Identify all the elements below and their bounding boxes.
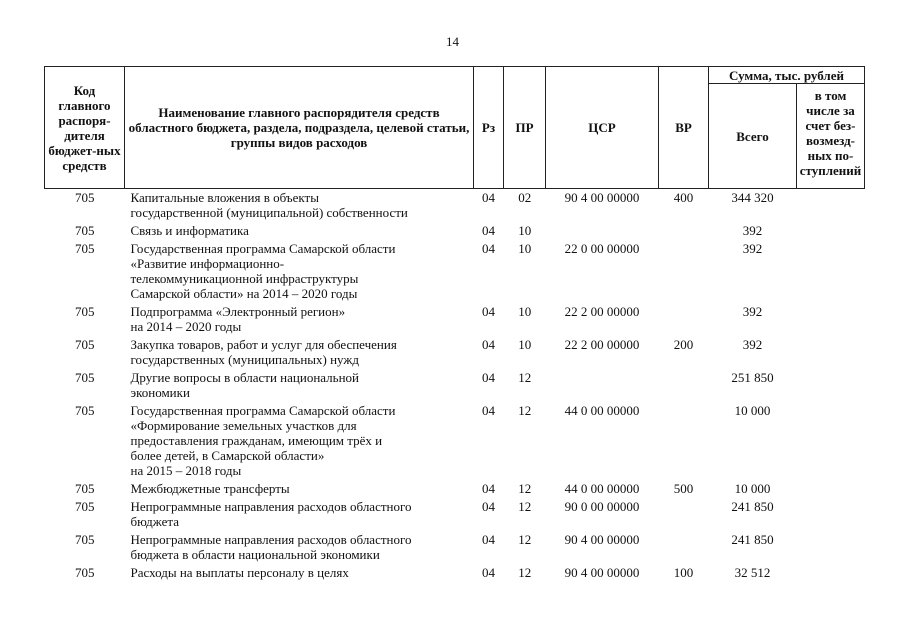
cell-rz: 04 [482, 370, 495, 385]
cell-csr: 90 4 00 00000 [564, 190, 640, 205]
table-row [45, 564, 865, 582]
cell-total: 392 [742, 223, 763, 238]
cell-free [797, 498, 865, 531]
cell-free [797, 189, 865, 223]
cell-code: 705 [75, 532, 95, 547]
cell-csr: 44 0 00 00000 [564, 403, 640, 418]
cell-rz: 04 [482, 565, 495, 580]
cell-total: 10 000 [734, 403, 771, 418]
cell-vr [659, 402, 709, 480]
cell-free [797, 369, 865, 402]
header-sum-group: Сумма, тыс. рублей [709, 67, 865, 84]
header-pr: ПР [504, 67, 546, 189]
cell-name: Непрограммные направления расходов областного бюджета [130, 499, 412, 529]
cell-free [797, 240, 865, 303]
table-row [45, 402, 865, 480]
table-body [45, 189, 865, 583]
cell-pr: 10 [518, 241, 532, 256]
cell-name: Другие вопросы в области национальной экономики [130, 370, 359, 400]
cell-rz: 04 [482, 190, 495, 205]
cell-rz: 04 [482, 241, 495, 256]
table-row [45, 369, 865, 402]
budget-table [44, 66, 865, 582]
cell-pr: 12 [518, 403, 532, 418]
cell-code: 705 [75, 565, 95, 580]
cell-rz: 04 [482, 532, 495, 547]
cell-csr: 90 0 00 00000 [564, 499, 640, 514]
cell-pr: 12 [518, 565, 532, 580]
page-number: 14 [446, 34, 459, 49]
cell-total: 392 [742, 304, 763, 319]
cell-code: 705 [75, 481, 95, 496]
cell-name: Непрограммные направления расходов областного бюджета в области национальной экономики [130, 532, 412, 562]
header-free: в том числе за счет без-возмезд-ных по-ступлений [797, 84, 865, 189]
cell-name: Подпрограмма «Электронный регион» на 2014 – 2020 годы [130, 304, 346, 334]
cell-total: 241 850 [731, 499, 774, 514]
header-code: Код главного распоря-дителя бюджет-ных средств [45, 67, 125, 189]
cell-pr: 10 [518, 337, 532, 352]
cell-rz: 04 [482, 304, 495, 319]
cell-free [797, 303, 865, 336]
cell-vr [659, 498, 709, 531]
cell-name: Государственная программа Самарской области «Развитие информационно- телекоммуникационной инфраструктуры Самарской области» на 2014 – 2020 годы [130, 241, 396, 301]
cell-csr: 22 0 00 00000 [564, 241, 640, 256]
cell-name: Государственная программа Самарской области «Формирование земельных участков для предоставления гражданам, имеющим трёх и более детей, в Самарской области» на 2015 – 2018 годы [130, 403, 396, 478]
cell-free [797, 402, 865, 480]
cell-pr: 10 [518, 304, 532, 319]
cell-pr: 10 [518, 223, 532, 238]
cell-vr: 100 [673, 565, 694, 580]
table-header [45, 67, 865, 189]
cell-code: 705 [75, 223, 95, 238]
cell-code: 705 [75, 304, 95, 319]
cell-total: 344 320 [731, 190, 774, 205]
cell-pr: 12 [518, 499, 532, 514]
cell-code: 705 [75, 370, 95, 385]
header-rz: Рз [474, 67, 504, 189]
header-name: Наименование главного распорядителя средств областного бюджета, раздела, подраздела, целевой статьи, группы видов расходов [125, 67, 474, 189]
cell-total: 241 850 [731, 532, 774, 547]
cell-name: Закупка товаров, работ и услуг для обеспечения государственных (муниципальных) нужд [130, 337, 397, 367]
cell-csr: 90 4 00 00000 [564, 565, 640, 580]
cell-vr [659, 303, 709, 336]
cell-free [797, 531, 865, 564]
cell-name: Связь и информатика [130, 223, 249, 238]
cell-pr: 12 [518, 532, 532, 547]
cell-csr [546, 369, 659, 402]
cell-rz: 04 [482, 337, 495, 352]
cell-vr [659, 369, 709, 402]
table-row [45, 531, 865, 564]
cell-name: Расходы на выплаты персоналу в целях [130, 565, 349, 580]
cell-total: 392 [742, 337, 763, 352]
table-row [45, 498, 865, 531]
header-vr: ВР [659, 67, 709, 189]
cell-total: 32 512 [734, 565, 771, 580]
cell-vr [659, 222, 709, 240]
cell-rz: 04 [482, 499, 495, 514]
cell-rz: 04 [482, 223, 495, 238]
cell-vr: 400 [673, 190, 694, 205]
table-row [45, 240, 865, 303]
cell-total: 10 000 [734, 481, 771, 496]
cell-free [797, 480, 865, 498]
cell-name: Капитальные вложения в объекты государственной (муниципальной) собственности [130, 190, 408, 220]
cell-vr: 200 [673, 337, 694, 352]
cell-csr: 90 4 00 00000 [564, 532, 640, 547]
cell-rz: 04 [482, 403, 495, 418]
table-row [45, 222, 865, 240]
cell-code: 705 [75, 403, 95, 418]
cell-vr [659, 240, 709, 303]
cell-csr [546, 222, 659, 240]
cell-csr: 22 2 00 00000 [564, 337, 640, 352]
cell-free [797, 564, 865, 582]
cell-free [797, 336, 865, 369]
cell-pr: 02 [518, 190, 532, 205]
cell-total: 251 850 [731, 370, 774, 385]
cell-code: 705 [75, 241, 95, 256]
cell-vr: 500 [673, 481, 694, 496]
table-row [45, 303, 865, 336]
cell-total: 392 [742, 241, 763, 256]
cell-code: 705 [75, 190, 95, 205]
cell-free [797, 222, 865, 240]
cell-code: 705 [75, 337, 95, 352]
cell-csr: 22 2 00 00000 [564, 304, 640, 319]
table-row [45, 189, 865, 223]
header-total: Всего [709, 84, 797, 189]
table-row [45, 480, 865, 498]
table-row [45, 336, 865, 369]
cell-pr: 12 [518, 370, 532, 385]
cell-code: 705 [75, 499, 95, 514]
cell-name: Межбюджетные трансферты [130, 481, 290, 496]
cell-vr [659, 531, 709, 564]
cell-csr: 44 0 00 00000 [564, 481, 640, 496]
cell-pr: 12 [518, 481, 532, 496]
header-csr: ЦСР [546, 67, 659, 189]
cell-rz: 04 [482, 481, 495, 496]
